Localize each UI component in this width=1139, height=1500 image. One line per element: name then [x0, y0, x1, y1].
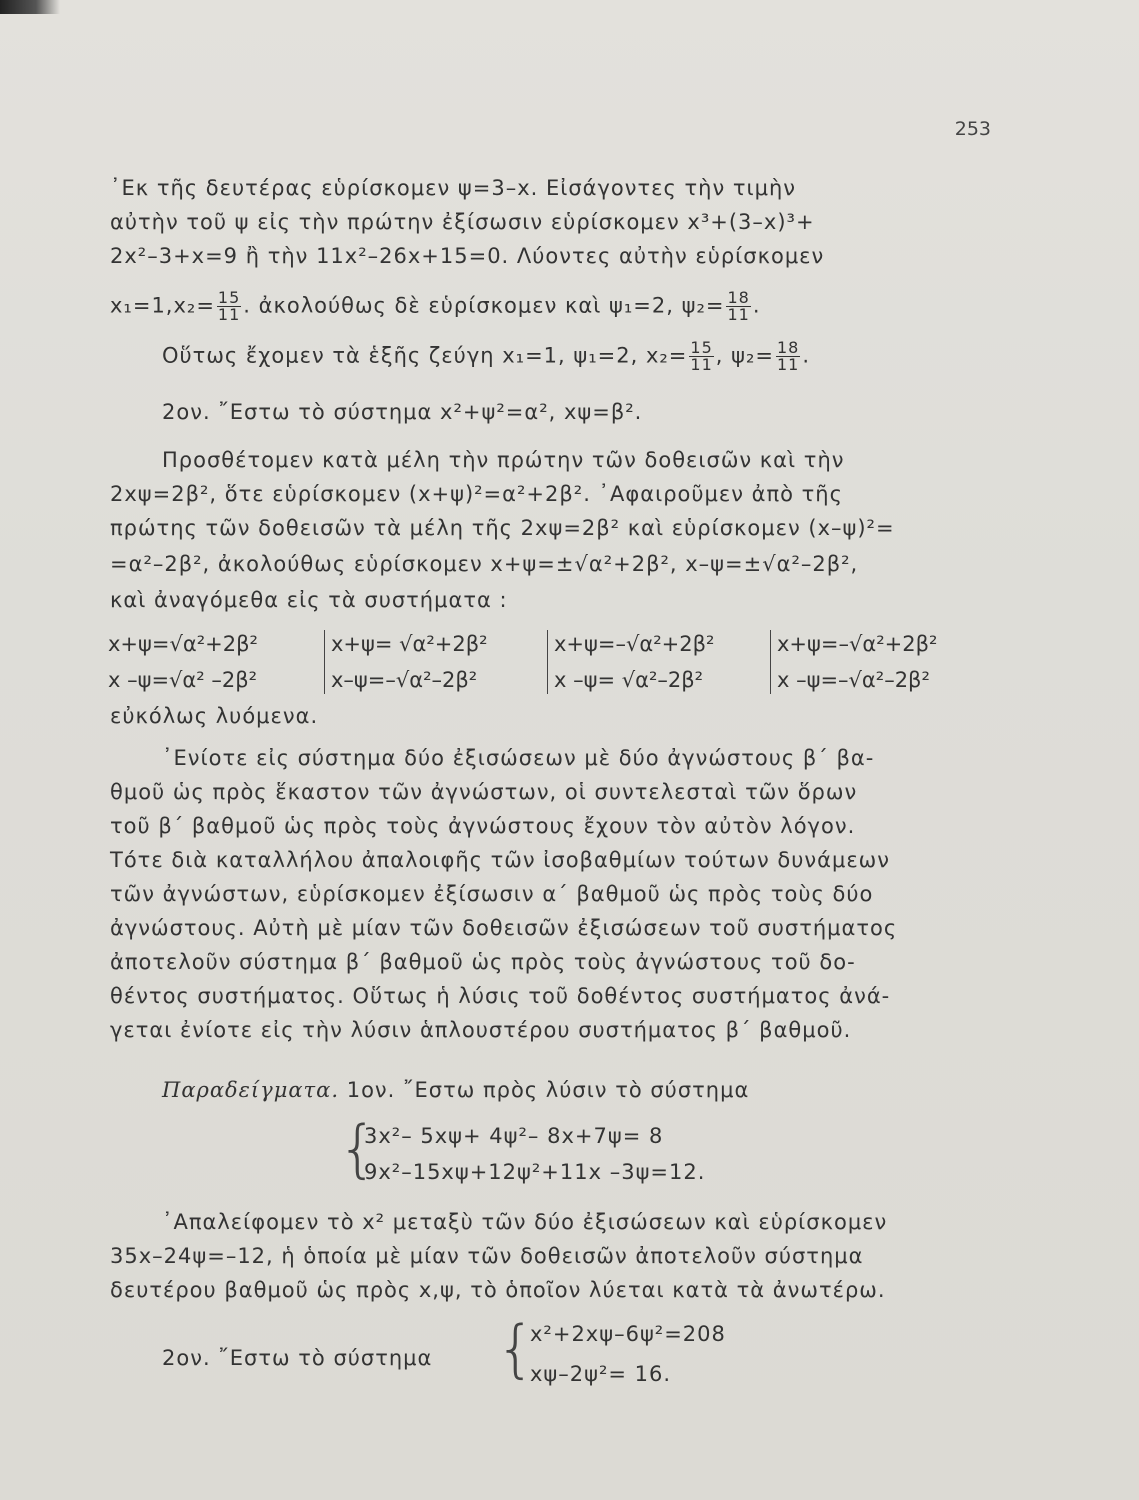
text-line-25: δευτέρου βαθμοῦ ὡς πρὸς x,ψ, τὸ ὁποῖον λύεται κατὰ τὰ ἀνωτέρω.	[110, 1278, 886, 1302]
text-line-23: ᾿Απαλείφομεν τὸ x² μεταξὺ τῶν δύο ἐξισώσεων καὶ εὑρίσκομεν	[162, 1210, 888, 1234]
text-line-8: 2xψ=2β², ὅτε εὑρίσκομεν (x+ψ)²=α²+2β². ᾿Αφαιροῦμεν ἀπὸ τῆς	[110, 482, 843, 506]
text-line-19: ἀποτελοῦν σύστημα β΄ βαθμοῦ ὡς πρὸς τοὺς ἀγνώστους τοῦ δο-	[110, 950, 856, 974]
equation: x –ψ= √α²–2β²	[554, 668, 704, 692]
text-line-2: αὐτὴν τοῦ ψ εἰς τὴν πρώτην ἐξίσωσιν εὑρίσκομεν x³+(3–x)³+	[110, 210, 815, 234]
text-line-17: τῶν ἀγνώστων, εὑρίσκομεν ἐξίσωσιν α΄ βαθμοῦ ὡς πρὸς τοὺς δύο	[110, 882, 874, 906]
text-line-14: θμοῦ ὡς πρὸς ἕκαστον τῶν ἀγνώστων, οἱ συντελεσταὶ τῶν ὅρων	[110, 780, 858, 804]
pairs-text: Οὕτως ἔχομεν τὰ ἑξῆς ζεύγη x₁=1, ψ₁=2, x₂=	[162, 343, 688, 368]
left-brace: {	[496, 1312, 536, 1385]
text-line-4: x₁=1,x₂= $\frac{15}{11}$ . ἀκολούθως δὲ εὑρίσκομεν καὶ ψ₁=2, ψ₂= $\frac{18}{11}$ .	[110, 288, 761, 324]
text-line-3: 2x²–3+x=9 ἢ τὴν 11x²–26x+15=0. Λύοντες αὐτὴν εὑρίσκομεν	[110, 244, 825, 268]
equation: x –ψ=–√α²–2β²	[777, 668, 930, 692]
numerator: 18	[776, 338, 800, 357]
numerator: 18	[727, 288, 750, 307]
roots-x: x₁=1,x₂=	[110, 293, 215, 318]
examples-heading: Παραδείγματα.	[162, 1078, 340, 1102]
system-2	[324, 630, 547, 694]
text-line-12: εὐκόλως λυόμενα.	[110, 704, 319, 728]
page-number: 253	[954, 118, 991, 140]
denominator: 11	[727, 305, 750, 324]
equation: x –ψ=√α² –2β²	[108, 668, 258, 692]
denominator: 11	[690, 355, 713, 374]
denominator: 11	[776, 355, 800, 374]
four-systems	[108, 630, 993, 694]
text-line-21: γεται ἐνίοτε εἰς τὴν λύσιν ἁπλουστέρου συστήματος β΄ βαθμοῦ.	[110, 1018, 852, 1042]
pairs-text-2: , ψ₂=	[715, 343, 774, 368]
text-line-18: ἀγνώστους. Αὐτὴ μὲ μίαν τῶν δοθεισῶν ἐξισώσεων τοῦ συστήματος	[110, 916, 898, 940]
text-line-26: 2ον. ῎Εστω τὸ σύστημα	[162, 1346, 433, 1370]
text-line-20: θέντος συστήματος. Οὕτως ἡ λύσις τοῦ δοθέντος συστήματος ἀνά-	[110, 984, 891, 1008]
text-line-6: 2ον. ῎Εστω τὸ σύστημα x²+ψ²=α², xψ=β².	[162, 400, 643, 424]
equation: x+ψ= √α²+2β²	[331, 632, 488, 656]
fraction-15-11	[689, 340, 713, 373]
system-eq-3: x²+2xψ–6ψ²=208	[530, 1322, 726, 1346]
system-eq-1: 3x²– 5xψ+ 4ψ²– 8x+7ψ= 8	[364, 1124, 664, 1148]
text-line-22	[162, 1078, 749, 1102]
text-line-11: καὶ ἀναγόμεθα εἰς τὰ συστήματα :	[110, 588, 508, 612]
fraction-15-11	[217, 290, 241, 323]
system-4	[770, 630, 993, 694]
fraction-18-11	[776, 340, 800, 373]
numerator: 15	[217, 288, 241, 307]
numerator: 15	[690, 338, 713, 357]
text-line-1: ᾿Εκ τῆς δευτέρας εὑρίσκομεν ψ=3–x. Εἰσάγοντες τὴν τιμὴν	[110, 176, 797, 200]
text-line-7: Προσθέτομεν κατὰ μέλη τὴν πρώτην τῶν δοθεισῶν καὶ τὴν	[162, 448, 845, 472]
left-brace: {	[338, 1112, 378, 1185]
equation: x+ψ=–√α²+2β²	[777, 632, 938, 656]
fraction-18-11	[726, 290, 750, 323]
system-eq-2: 9x²–15xψ+12ψ²+11x –3ψ=12.	[364, 1160, 706, 1184]
scan-edge	[0, 0, 60, 14]
equation: x+ψ=√α²+2β²	[108, 632, 258, 656]
system-eq-4: xψ–2ψ²= 16.	[530, 1362, 672, 1386]
system-3	[547, 630, 770, 694]
text-line-24: 35x–24ψ=–12, ἡ ὁποία μὲ μίαν τῶν δοθεισῶν ἀποτελοῦν σύστημα	[110, 1244, 864, 1268]
denominator: 11	[217, 305, 241, 324]
example-1-intro: 1ον. ῎Εστω πρὸς λύσιν τὸ σύστημα	[339, 1078, 750, 1102]
equation: x–ψ=–√α²–2β²	[331, 668, 478, 692]
text-line-10: =α²–2β², ἀκολούθως εὑρίσκομεν x+ψ=±√α²+2β², x–ψ=±√α²–2β²,	[110, 552, 859, 576]
system-1	[108, 630, 324, 694]
text-line-9: πρώτης τῶν δοθεισῶν τὰ μέλη τῆς 2xψ=2β² καὶ εὑρίσκομεν (x–ψ)²=	[110, 516, 895, 540]
text-line-16: Τότε διὰ καταλλήλου ἀπαλοιφῆς τῶν ἰσοβαθμίων τούτων δυνάμεων	[110, 848, 890, 872]
text-line-15: τοῦ β΄ βαθμοῦ ὡς πρὸς τοὺς ἀγνώστους ἔχουν τὸν αὐτὸν λόγον.	[110, 814, 856, 838]
equation: x+ψ=–√α²+2β²	[554, 632, 715, 656]
text-line-5: Οὕτως ἔχομεν τὰ ἑξῆς ζεύγη x₁=1, ψ₁=2, x₂= $\frac{15}{11}$ , ψ₂= $\frac{18}{11}$ .	[162, 338, 811, 374]
text-line-13: ᾿Ενίοτε εἰς σύστημα δύο ἐξισώσεων μὲ δύο ἀγνώστους β΄ βα-	[162, 746, 875, 770]
roots-psi: . ἀκολούθως δὲ εὑρίσκομεν καὶ ψ₁=2, ψ₂=	[243, 293, 725, 318]
